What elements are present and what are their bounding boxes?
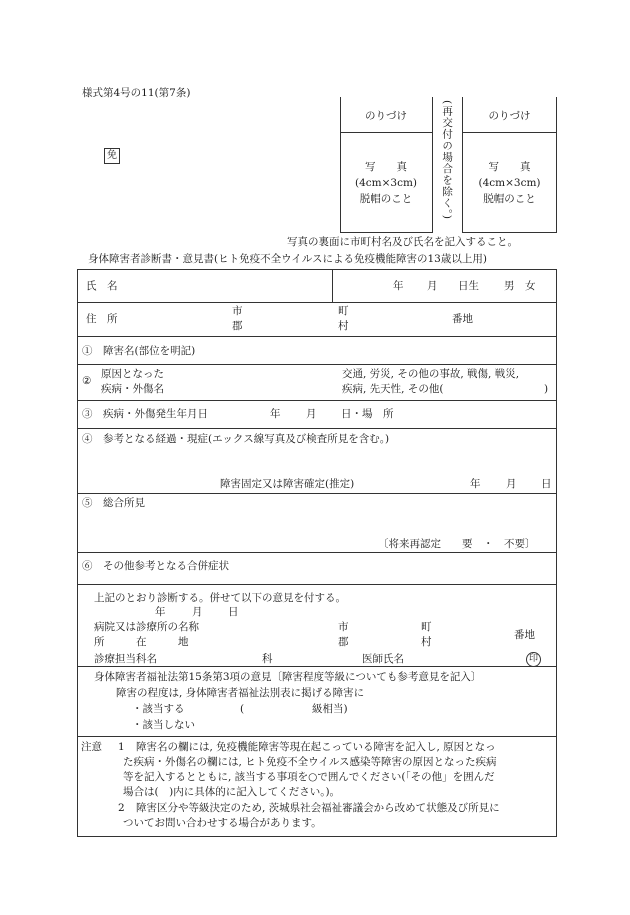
- note-1-line-4: 場合は( )内に具体的に記入してください。)。: [123, 786, 341, 798]
- birth-month-label: 月: [427, 280, 438, 292]
- opinion-grade: 級相当): [312, 703, 348, 715]
- opinion-title: 身体障害者福祉法第15条第3項の意見〔障害程度等級についても参考意見を記入〕: [94, 671, 482, 683]
- seal-mark: 印: [526, 652, 541, 667]
- hospital-shi: 市: [338, 621, 349, 633]
- glue-label-left: のりづけ: [365, 110, 407, 122]
- address-shi: 市: [232, 305, 243, 317]
- address-mura: 村: [338, 320, 349, 332]
- address-gun: 郡: [232, 320, 243, 332]
- diagnosis-year: 年: [155, 606, 166, 618]
- note-1-line-1: 障害名の欄には, 免疫機能障害等現在起こっている障害を記入し, 原因となっ: [136, 741, 496, 753]
- hospital-mura: 村: [421, 636, 432, 648]
- department-ka: 科: [262, 653, 273, 665]
- birth-day-label: 日生: [458, 280, 479, 292]
- photo-left-line2: (4cm×3cm): [354, 177, 418, 189]
- note-2-line-2: ついてお問い合わせする場合があります。: [123, 817, 322, 829]
- overall-findings-label: ⑤ 総合所見: [82, 497, 145, 509]
- note-2-number: 2: [118, 802, 125, 814]
- cause-label-2: 疾病・外傷名: [101, 383, 164, 395]
- gender-options[interactable]: 男 女: [504, 280, 536, 292]
- fixed-year: 年: [470, 478, 481, 490]
- opinion-paren-open: (: [240, 703, 245, 715]
- notes-label: 注意: [81, 741, 102, 753]
- doctor-name-label: 医師氏名: [362, 653, 404, 665]
- photo-back-note: 写真の裏面に市町村名及び氏名を記入すること。: [287, 236, 518, 248]
- future-recertification[interactable]: 〔将来再認定 要 ・ 不要〕: [378, 538, 536, 550]
- history-label: ④ 参考となる経過・現症(エックス線写真及び検査所見を含む。): [82, 433, 390, 445]
- note-2-line-1: 障害区分や等級決定のため, 茨城県社会福祉審議会から改めて状態及び所見に: [136, 802, 500, 814]
- name-label: 氏 名: [86, 280, 118, 292]
- note-1-line-2: た疾病・外傷名の欄には, ヒト免疫不全ウイルス感染等障害の原因となった疾病: [123, 756, 497, 768]
- hospital-gun: 郡: [338, 636, 349, 648]
- onset-date-label: ③ 疾病・外傷発生年月日: [82, 408, 208, 420]
- onset-month: 月: [306, 408, 317, 420]
- note-1-line-3: 等を記入するとともに, 該当する事項を○で囲んでください(「その他」を囲んだ: [123, 771, 495, 783]
- hospital-location-label: 所 在 地: [94, 636, 189, 648]
- hospital-machi: 町: [421, 621, 432, 633]
- disability-name-label: ① 障害名(部位を明記): [82, 345, 196, 357]
- fixed-month: 月: [506, 478, 517, 490]
- cause-options-1[interactable]: 交通, 労災, その他の事故, 戦傷, 戦災,: [342, 368, 520, 380]
- photo-left-line1: 写 真: [365, 161, 407, 173]
- document-title: 身体障害者診断書・意見書(ヒト免疫不全ウイルスによる免疫機能障害の13歳以上用): [88, 253, 487, 265]
- fixed-day: 日: [541, 478, 552, 490]
- birth-year-label: 年: [393, 280, 404, 292]
- diagnosis-month: 月: [192, 606, 203, 618]
- reissue-note: (再交付の場合を除く。): [441, 100, 454, 220]
- department-label: 診療担当科名: [94, 653, 157, 665]
- diagnosis-day: 日: [228, 606, 239, 618]
- hospital-name-label: 病院又は診療所の名称: [94, 621, 199, 633]
- address-banchi: 番地: [452, 313, 473, 325]
- diagnosis-statement: 上記のとおり診断する。併せて以下の意見を付する。: [94, 592, 346, 604]
- glue-label-right: のりづけ: [488, 110, 531, 122]
- photo-right-line1: 写 真: [488, 161, 531, 173]
- photo-right-line2: (4cm×3cm): [478, 177, 541, 189]
- onset-day-place: 日・場 所: [341, 408, 394, 420]
- note-1-number: 1: [118, 741, 125, 753]
- cause-label-1: 原因となった: [101, 368, 164, 380]
- form-number: 様式第4号の11(第7条): [82, 87, 191, 99]
- photo-left-line3: 脱帽のこと: [359, 193, 413, 205]
- opinion-not-applicable[interactable]: ・該当しない: [132, 719, 195, 731]
- hospital-banchi: 番地: [514, 629, 535, 641]
- address-machi: 町: [338, 305, 349, 317]
- cause-options-2[interactable]: 疾病, 先天性, その他(: [342, 383, 444, 395]
- opinion-line: 障害の程度は, 身体障害者福祉法別表に掲げる障害に: [116, 687, 365, 699]
- opinion-applicable[interactable]: ・該当する: [132, 703, 185, 715]
- photo-right-line3: 脱帽のこと: [483, 193, 536, 205]
- cause-number: ②: [82, 375, 92, 387]
- menkyo-stamp: 免: [104, 148, 120, 164]
- address-label: 住 所: [86, 313, 118, 325]
- fixed-date-label: 障害固定又は障害確定(推定): [220, 478, 355, 490]
- complications-label: ⑥ その他参考となる合併症状: [82, 560, 229, 572]
- onset-year: 年: [270, 408, 281, 420]
- cause-paren-close: ): [544, 383, 549, 395]
